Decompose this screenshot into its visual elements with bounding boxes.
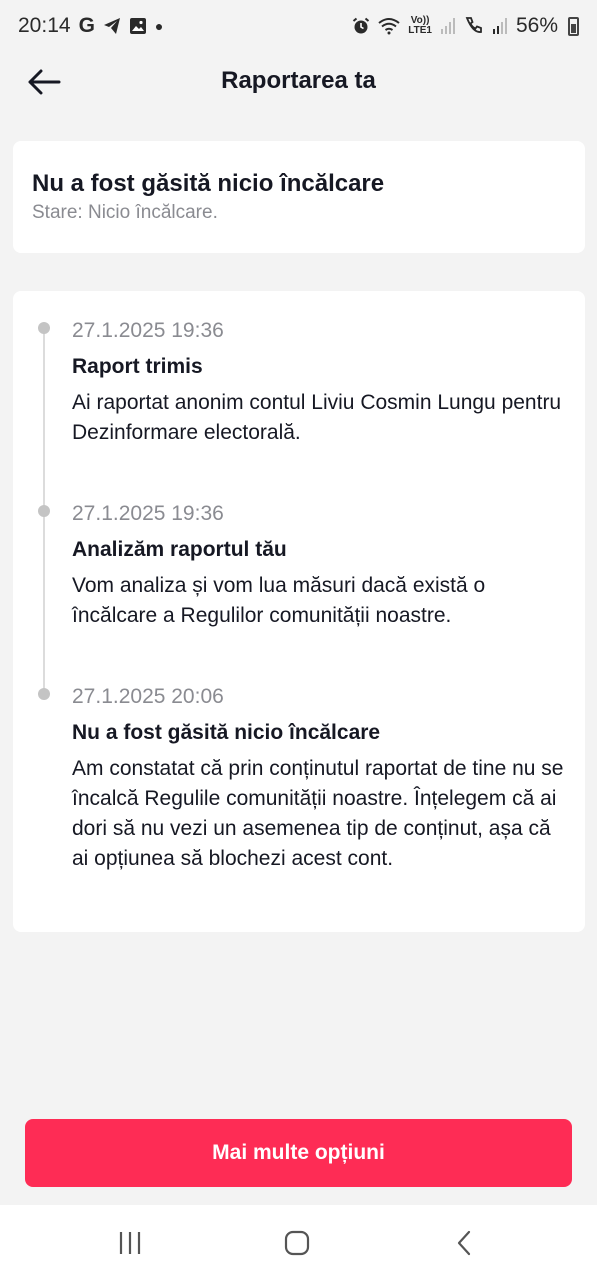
timeline-card	[13, 291, 585, 932]
timeline-date: 27.1.2025 19:36	[72, 502, 224, 525]
timeline-text: Am constatat că prin conținutul raportat de tine nu se încalcă Regulile comunității noastre. Înțelegem că ai dori să nu vezi un asemenea tip de conținut, așa că ai opțiunea să blochezi acest cont.	[72, 757, 564, 870]
status-right	[352, 14, 579, 38]
status-title: Nu a fost găsită nicio încălcare	[32, 170, 385, 197]
status-subtitle: Stare: Nicio încălcare.	[32, 202, 218, 223]
battery-icon	[568, 17, 579, 36]
clock: 20:14	[18, 14, 71, 37]
google-icon: G	[78, 14, 95, 37]
timeline-date: 27.1.2025 20:06	[72, 685, 224, 708]
home-icon	[283, 1229, 311, 1257]
timeline-title: Nu a fost găsită nicio încălcare	[72, 721, 381, 744]
status-bar	[0, 0, 597, 52]
status-left	[18, 14, 163, 38]
recent-apps-button[interactable]	[100, 1223, 160, 1263]
call-icon	[464, 16, 484, 36]
volte-bottom-label: LTE1	[408, 25, 432, 36]
wifi-icon	[378, 17, 400, 35]
timeline-dot	[38, 322, 50, 334]
volte-top-label: Vo))	[410, 15, 430, 26]
timeline-text: Ai raportat anonim contul Liviu Cosmin Lungu pentru Dezinformare electorală.	[72, 391, 562, 444]
gallery-icon	[129, 17, 147, 35]
battery-percent: 56%	[515, 14, 558, 37]
timeline-content	[72, 683, 572, 874]
timeline-content	[72, 500, 572, 631]
alarm-icon	[352, 17, 370, 35]
timeline-dot	[38, 505, 50, 517]
volte-icon	[408, 16, 432, 36]
timeline-dot	[38, 688, 50, 700]
timeline-date: 27.1.2025 19:36	[72, 319, 224, 342]
chevron-left-icon	[454, 1229, 474, 1257]
notification-dot-icon: ●	[154, 18, 164, 34]
timeline-title: Analizăm raportul tău	[72, 538, 287, 561]
timeline-text: Vom analiza și vom lua măsuri dacă există o încălcare a Regulilor comunității noastre.	[72, 574, 486, 627]
home-button[interactable]	[267, 1223, 327, 1263]
page-title: Raportarea ta	[221, 67, 376, 94]
more-options-button[interactable]: Mai multe opțiuni	[25, 1119, 572, 1187]
timeline-title: Raport trimis	[72, 355, 203, 378]
timeline-content	[72, 317, 572, 448]
recent-apps-icon	[116, 1230, 144, 1256]
signal-1-icon	[440, 17, 456, 35]
telegram-icon	[103, 17, 121, 35]
header	[0, 52, 597, 112]
navigation-bar	[0, 1205, 597, 1280]
status-card	[13, 141, 585, 253]
signal-2-icon	[492, 17, 508, 35]
system-back-button[interactable]	[434, 1223, 494, 1263]
